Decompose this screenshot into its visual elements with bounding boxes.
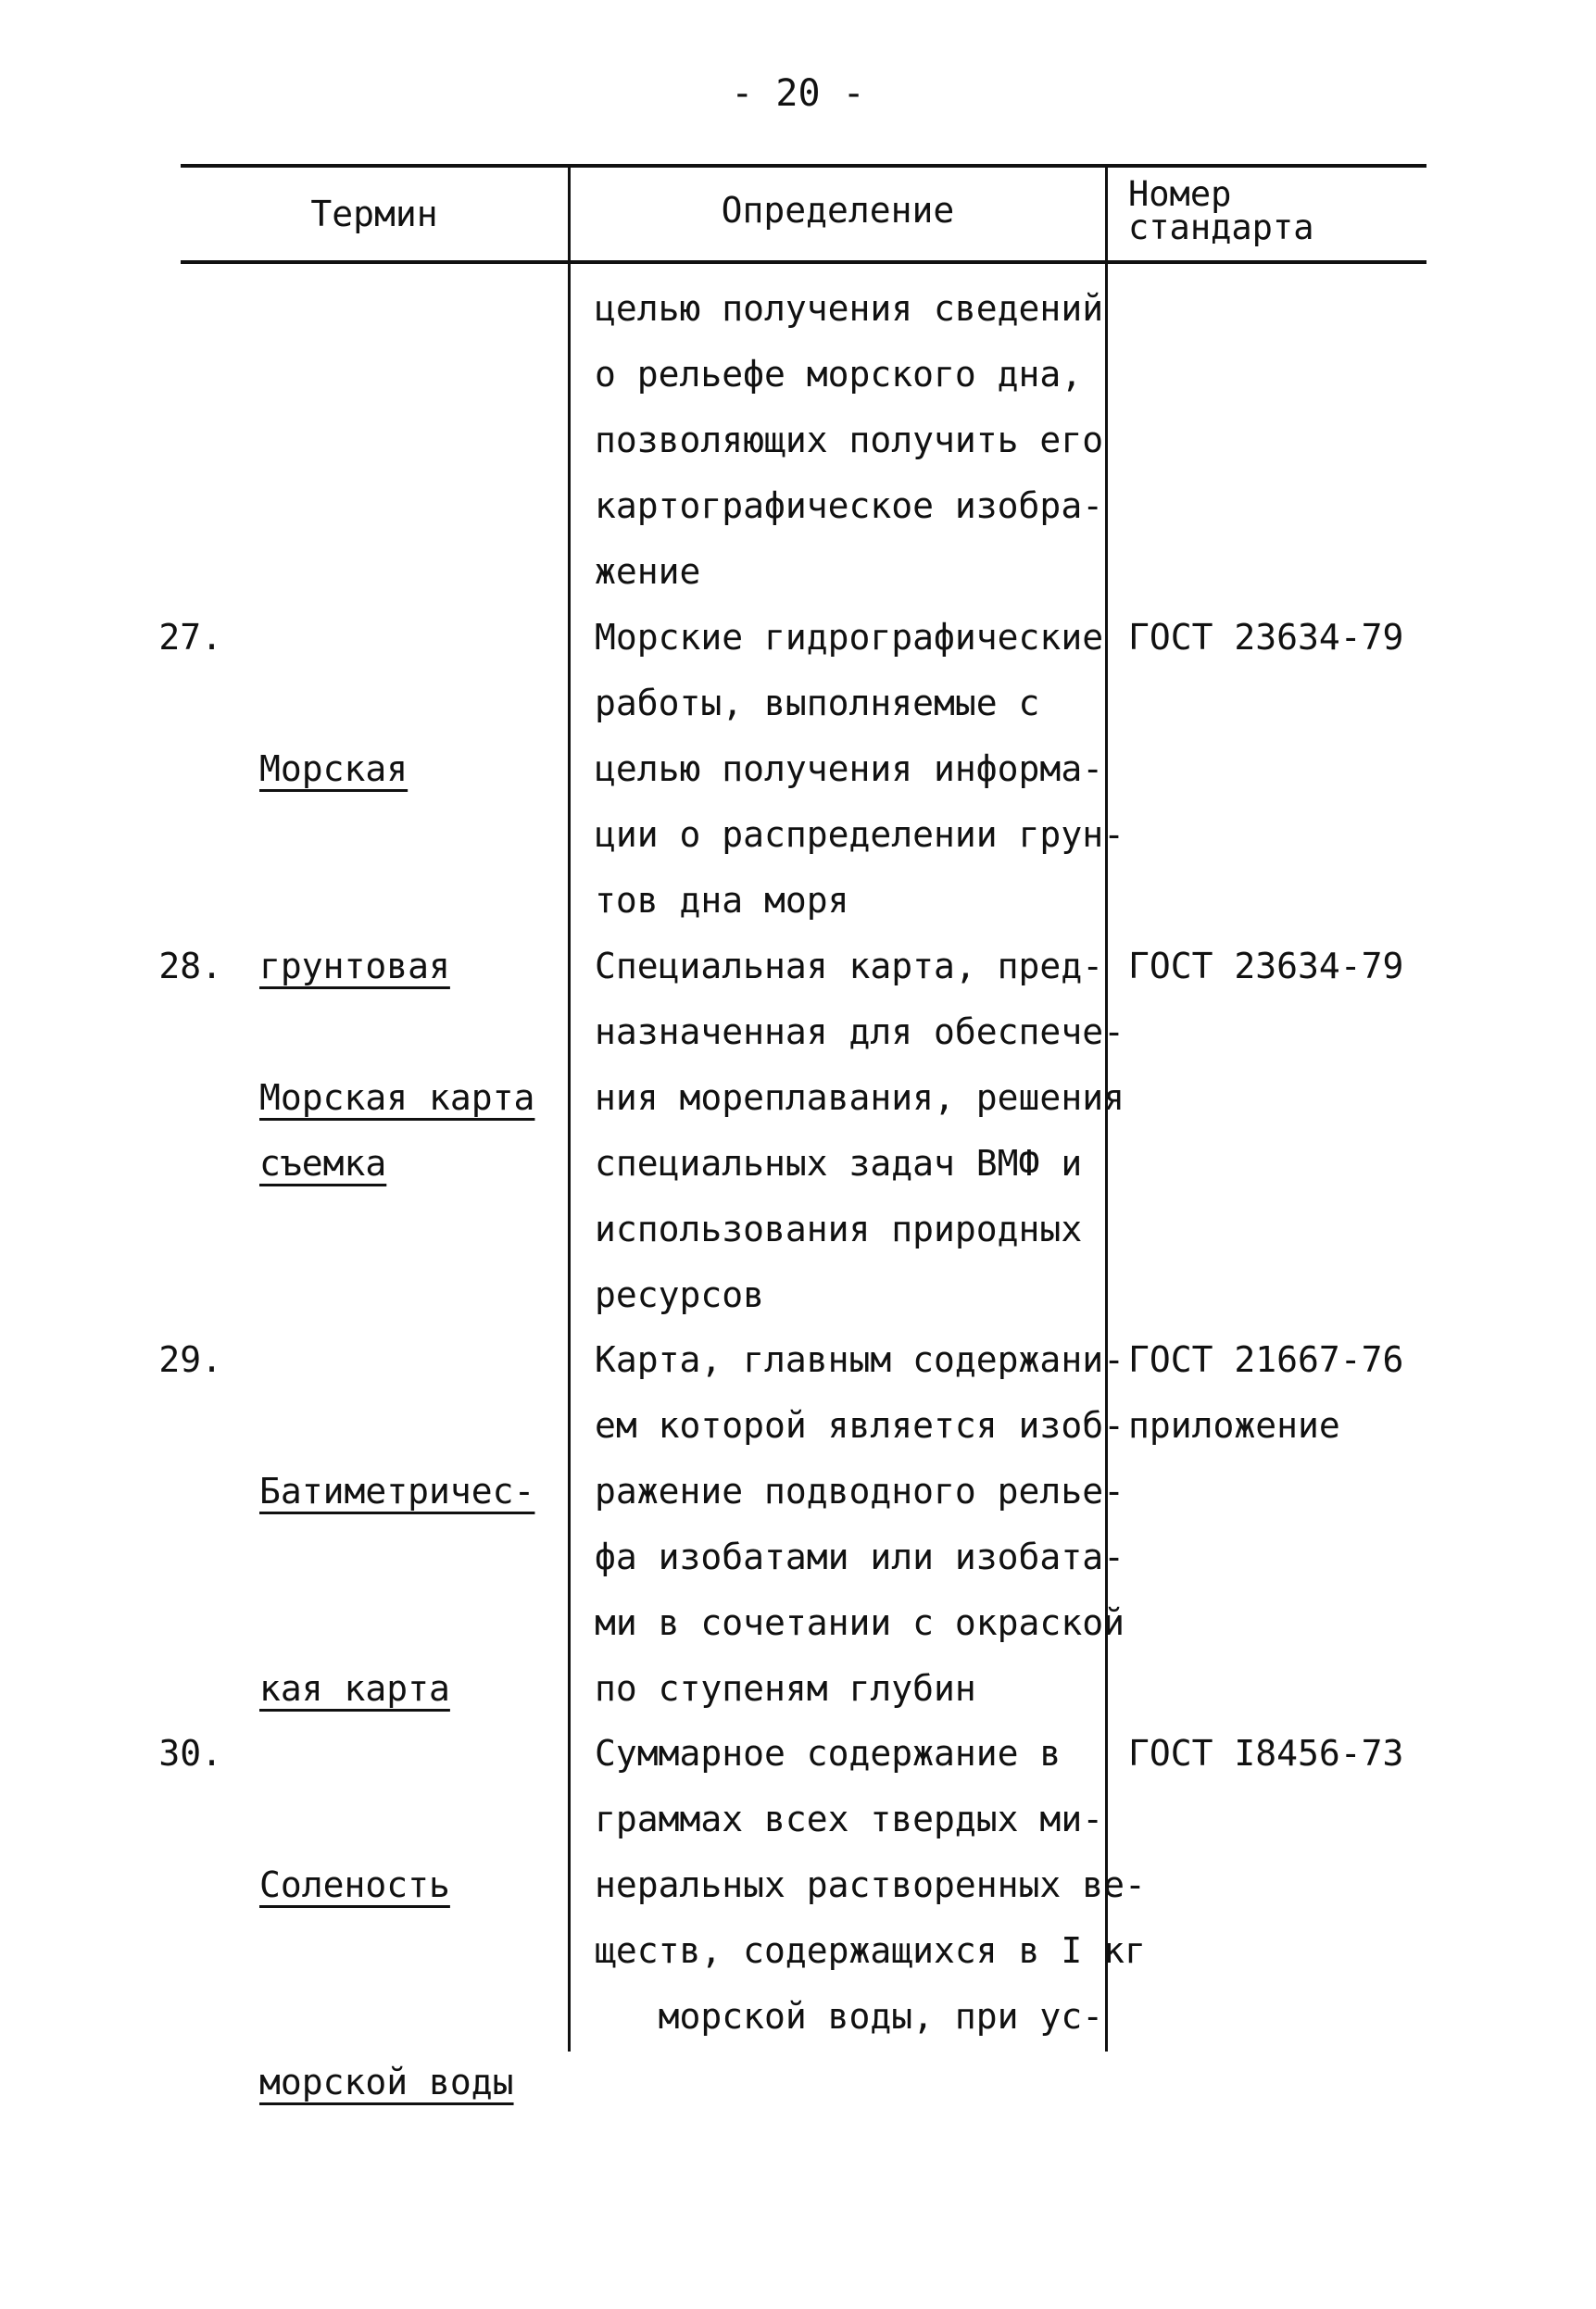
term-standard: ГОСТ 23634-79 <box>1128 946 1404 986</box>
term-line: кая карта <box>259 1668 450 1709</box>
term-number: 29. <box>158 1339 222 1380</box>
definition-continuation: целью получения сведений о рельефе морского дна, позволяющих получить его картографическое изобра- жение <box>595 288 1104 592</box>
term-standard: ГОСТ I8456-73 <box>1128 1733 1404 1774</box>
table-header-rule <box>181 260 1426 264</box>
term-standard: ГОСТ 21667-76 приложение <box>1128 1339 1404 1446</box>
term-standard: ГОСТ 23634-79 <box>1128 617 1404 658</box>
column-divider-1 <box>568 164 571 2052</box>
header-definition: Определение <box>721 190 955 231</box>
term-number: 27. <box>158 617 222 658</box>
term-name <box>259 1327 534 1788</box>
page-number: - 20 - <box>731 72 865 115</box>
term-definition: Суммарное содержание в граммах всех твердых ми- неральных растворенных ве- ществ, содержащихся в I кг морской воды, при ус- <box>595 1733 1146 2037</box>
term-line: грунтовая <box>259 946 450 986</box>
header-term: Термин <box>310 194 438 234</box>
term-line: Морская <box>259 748 408 789</box>
term-line: Морская карта <box>259 1077 535 1118</box>
term-number: 30. <box>158 1733 222 1774</box>
term-name <box>259 934 534 1197</box>
table-top-rule <box>181 164 1426 168</box>
header-standard: Номер стандарта <box>1128 174 1314 247</box>
term-name <box>259 1721 514 2181</box>
term-line: Батиметричес- <box>259 1471 535 1512</box>
term-definition: Специальная карта, пред- назначенная для обеспече- ния мореплавания, решения специальных задач ВМФ и использования природных ресурсов <box>595 946 1125 1315</box>
term-definition: Морские гидрографические работы, выполняемые с целью получения информа- ции о распределении грун- тов дна моря <box>595 617 1125 921</box>
term-line: морской воды <box>259 2062 514 2102</box>
term-number: 28. <box>158 946 222 986</box>
term-line: съемка <box>259 1143 387 1184</box>
term-line: Соленость <box>259 1864 450 1905</box>
term-definition: Карта, главным содержани- ем которой является изоб- ражение подводного релье- фа изобатами или изобата- ми в сочетании с окраской по ступеням глубин <box>595 1339 1125 1709</box>
